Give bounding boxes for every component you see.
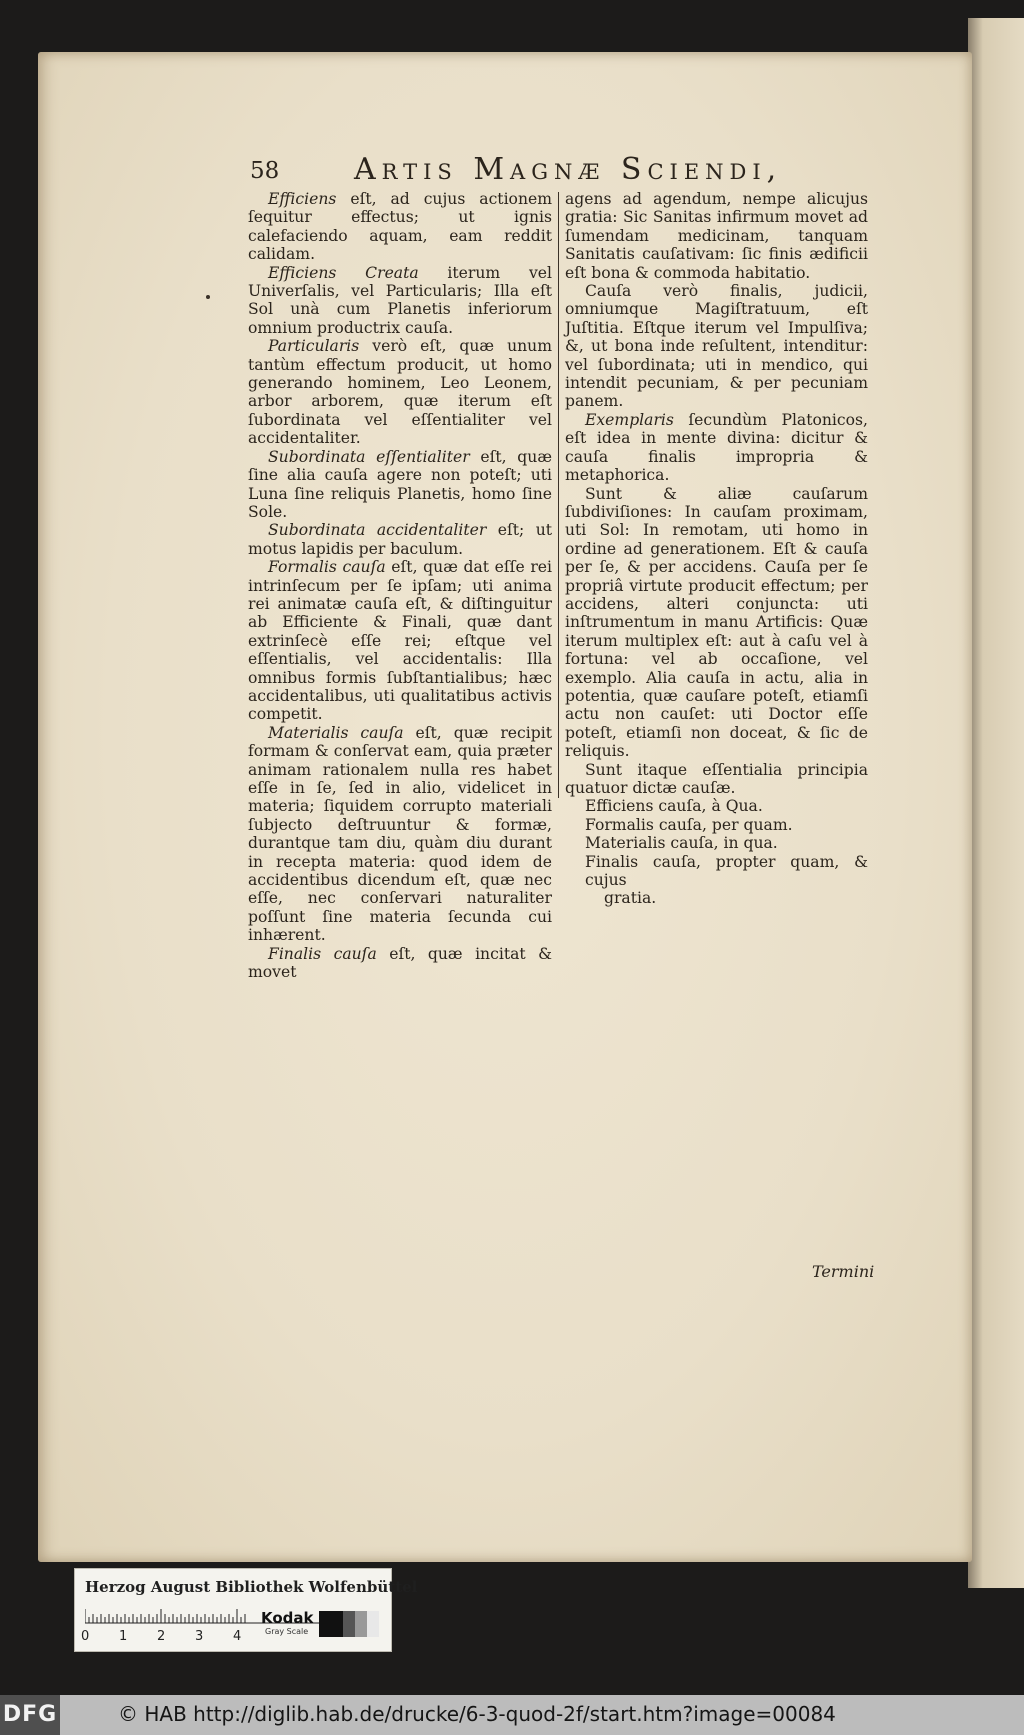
right-paragraph (565, 761, 868, 798)
paragraph-lead-term: Particularis (268, 337, 360, 356)
paragraph-lead-term: Efficiens (268, 190, 337, 208)
color-target-card (74, 1568, 418, 1652)
paragraph-lead-term: Efficiens Creata (268, 263, 419, 282)
causes-list-item: Materialis cauſa, in qua. (585, 834, 778, 853)
catchword: Termini (812, 1262, 875, 1281)
ruler-number: 2 (157, 1629, 166, 1644)
paragraph-text: eſt; ut motus lapidis per baculum. (248, 521, 553, 558)
paragraph-lead-term: Finalis cauſa (268, 944, 377, 963)
gray-scale-patches (319, 1611, 379, 1637)
causes-list-item: Formalis cauſa, per quam. (585, 815, 793, 834)
page-number: 58 (250, 158, 280, 184)
paragraph-text: iterum vel Univerſalis, vel Particularis; Illa eſt Sol unà cum Planetis inferiorum omnium productrix cauſa. (248, 263, 552, 337)
paragraph-text: eſt, ad cujus actionem ſequitur effectus; ut ignis calefaciendo aquam, eam reddit calidam. (248, 190, 552, 264)
dfg-logo: DFG (0, 1695, 60, 1735)
right-paragraph (565, 282, 868, 411)
footer-source-text: © HAB http://diglib.hab.de/drucke/6-3-quod-2f/start.htm?image=00084 (118, 1702, 836, 1726)
paragraph-text: eſt, quæ incitat & movet (248, 944, 552, 982)
paragraph-lead-term: Subordinata eſſentialiter (268, 447, 470, 466)
running-head: Artis Magnæ Sciendi, (354, 152, 783, 187)
causes-list-item-last-line1: Finalis cauſa, propter quam, & cujus (585, 852, 868, 890)
paragraph-lead-term: Exemplaris (585, 410, 674, 429)
left-paragraph (248, 724, 552, 945)
left-paragraph (248, 264, 552, 338)
column-rule (558, 192, 559, 798)
next-page-edge (968, 18, 1024, 1588)
left-paragraph (248, 945, 552, 982)
left-paragraph (248, 337, 552, 447)
target-title: Herzog August Bibliothek Wolfenbüttel (85, 1578, 418, 1596)
right-paragraph (565, 485, 868, 761)
left-column (248, 190, 552, 981)
ruler-number: 0 (81, 1629, 90, 1644)
footer-bar (0, 1695, 1024, 1735)
paragraph-lead-term: Materialis cauſa (268, 723, 404, 742)
continuation-paragraph: agens ad agendum, nempe alicujus gratia: Sic Sanitas infirmum movet ad ſumendam medicinam, tanquam Sanitatis cauſativam: ſic finis ædificii eſt bona & commoda habitatio. (565, 190, 868, 282)
left-paragraph (248, 558, 552, 724)
paragraph-lead-term: Formalis cauſa (268, 558, 386, 577)
paragraph-text: Sunt & aliæ cauſarum ſubdiviſiones: In cauſam proximam, uti Sol: In remotam, uti homo in ordine ad generationem. Eſt & cauſa per ſe, & per accidens. Cauſa per ſe propriâ virtute producit effectum; per accidens, alteri conjuncta: uti inſtrumentum in manu Artificis: Quæ iterum multiplex eſt: aut à caſu vel à fortuna: vel ab occaſione, vel exemplo. Alia cauſa in actu, alia in potentia, quæ cauſare poteſt, etiamſi actu non cauſet: uti Doctor eſſe poteſt, etiamſi non doceat, & ſic de reliquis. (565, 484, 868, 761)
paragraph-text: eſt, quæ dat eſſe rei intrinſecum per ſe ipſam; uti anima rei animatæ cauſa eſt, & diſtinguitur ab Efficiente & Finali, quæ dant extrinſecè eſſe rei; eſtque vel eſſentialis, vel accidentalis: Illa omnibus formis ſubſtantialibus; hæc accidentalibus, uti qualitatibus activis competit. (248, 558, 552, 724)
causes-list-item: Efficiens cauſa, à Qua. (585, 797, 763, 816)
paragraph-text: ſecundùm Platonicos, eſt idea in mente divina: dicitur & cauſa finalis impropria & metaphorica. (565, 410, 868, 485)
paragraph-text: eſt, quæ recipit formam & conſervat eam, quia præter animam rationalem nulla res habet eſſe in ſe, ſed in alio, videlicet in materia; ſiquidem corrupto materiali ſubjecto deſtruuntur & formæ, durantque tam diu, quàm diu durant in recepta materia: quod idem de accidentibus dicendum eſt, quæ nec eſſe, nec conſervari naturaliter poſſunt ſine materia ſecunda cui inhærent. (248, 723, 552, 945)
right-column (565, 190, 868, 908)
kodak-logo: Kodak (261, 1609, 314, 1627)
paragraph-text: verò eſt, quæ unum tantùm effectum producit, ut homo generando hominem, Leo Leonem, arbor arborem, quæ iterum eſt ſubordinata vel eſſentialiter vel accidentaliter. (248, 337, 552, 448)
paragraph-text: Sunt itaque eſſentialia principia quatuor dictæ cauſæ. (565, 760, 868, 797)
right-paragraphs (565, 282, 868, 797)
right-paragraph (565, 411, 868, 485)
left-paragraph (248, 190, 552, 264)
ruler-number: 4 (233, 1629, 242, 1644)
causes-list-item-last-line2: gratia. (604, 889, 657, 908)
ruler-number: 3 (195, 1629, 204, 1644)
paragraph-text: Cauſa verò finalis, judicii, omniumque Magiſtratuum, eſt Juſtitia. Eſtque iterum vel Impulſiva; &, ut bona inde reſultent, intenditur: vel ſubordinata; uti in mendico, qui intendit pecuniam, & per pecuniam panem. (565, 282, 868, 411)
paragraph-lead-term: Subordinata accidentaliter (268, 521, 487, 540)
paragraph-text: eſt, quæ ſine alia cauſa agere non poteſt; uti Luna ſine reliquis Planetis, homo ſine Sole. (248, 447, 552, 521)
gray-scale-label: Gray Scale (265, 1627, 309, 1636)
left-paragraph (248, 448, 552, 522)
ruler-number: 1 (119, 1629, 128, 1644)
left-paragraph (248, 521, 552, 558)
causes-list-item-last (565, 853, 868, 908)
margin-mark (206, 295, 210, 299)
causes-list (565, 797, 868, 852)
